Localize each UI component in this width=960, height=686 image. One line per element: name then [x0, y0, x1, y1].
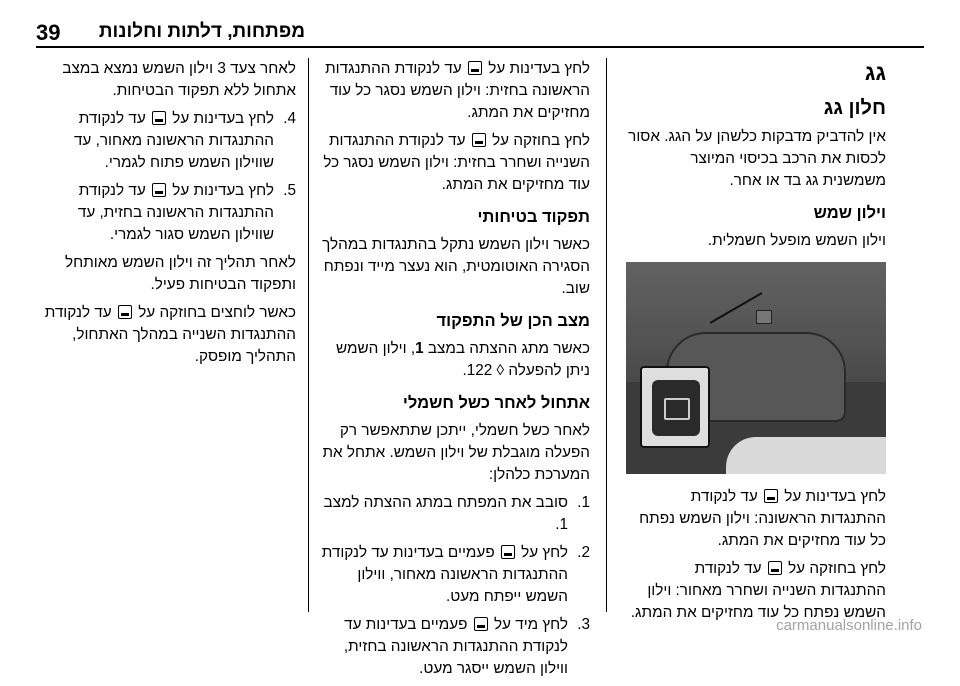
- ready-title: מצב הכן של התפקוד: [436, 312, 590, 330]
- front-soft-instruction: לחץ בעדינות על עד לנקודת ההתנגדות הראשונה בחזית: וילון השמש נסגר כל עוד מחזיקים את המתג.: [325, 60, 590, 121]
- column-right: [626, 58, 886, 630]
- sunshade-icon: [152, 111, 166, 125]
- safety-title: תפקוד בטיחותי: [477, 208, 590, 226]
- roof-intro: אין להדביק מדבקות כלשהן על הגג. אסור לכסות את הרכב בכיסוי המיוצר משמשנית גג בד או אחר.: [628, 128, 886, 189]
- list-item: 3. לחץ מיד על פעמיים בעדינות עד לנקודת ההתנגדות הראשונה בחזית, ווילון השמש ייסגר מעט.: [343, 616, 590, 677]
- sunshade-button-icon: [652, 380, 700, 436]
- sunshade-icon: [764, 489, 778, 503]
- interrupt-text: כאשר לוחצים בחוזקה על עד לנקודת ההתנגדות השנייה במהלך האתחול, התהליך מופסק.: [44, 304, 296, 365]
- after-step3-text: לאחר צעד 3 וילון השמש נמצא במצב אתחול ללא תפקוד הבטיחות.: [62, 60, 296, 99]
- page-number: 39: [36, 20, 61, 45]
- sunshade-icon: [474, 617, 488, 631]
- open-instruction: לחץ בעדינות על עד לנקודת ההתנגדות הראשונה: וילון השמש נפתח כל עוד מחזיקים את המתג.: [639, 488, 886, 549]
- sunshade-icon: [152, 183, 166, 197]
- photo-switch-closeup: [640, 366, 710, 448]
- column-left: [36, 58, 296, 374]
- watermark: carmanualsonline.info: [776, 617, 922, 634]
- sunshade-icon: [118, 305, 132, 319]
- column-divider: [606, 58, 607, 612]
- list-item: 5. לחץ בעדינות על עד לנקודת ההתנגדות הראשונה בחזית, עד שווילון השמש סגור לגמרי.: [77, 182, 296, 243]
- photo-switch: [756, 310, 772, 324]
- safety-text: כאשר וילון השמש נתקל בהתנגדות במהלך הסגירה האוטומטית, הוא נעצר מייד ונפתח שוב.: [322, 236, 590, 297]
- page-ref[interactable]: 122.: [462, 362, 493, 379]
- list-item: 4. לחץ בעדינות על עד לנקודת ההתנגדות הראשונה מאחור, עד שווילון השמש פתוח לגמרי.: [73, 110, 296, 171]
- header-rule: [36, 46, 924, 48]
- sunshade-icon: [468, 61, 482, 75]
- section-title: גג: [864, 60, 886, 85]
- photo-mirror: [726, 437, 886, 474]
- page-ref-arrow-icon: ◊: [496, 362, 505, 379]
- ready-text: כאשר מתג ההצתה במצב 1, וילון השמש ניתן להפעלה ◊ 122.: [335, 340, 590, 379]
- init-text: לאחר כשל חשמלי, ייתכן שתתאפשר רק הפעלה מוגבלת של וילון השמש. אתחל את המערכת כלהלן:: [322, 422, 590, 483]
- sunshade-icon: [472, 133, 486, 147]
- running-title: מפתחות, דלתות וחלונות: [98, 21, 305, 42]
- column-middle: [320, 58, 590, 686]
- sunshade-title: וילון שמש: [813, 204, 886, 222]
- front-hard-instruction: לחץ בחוזקה על עד לנקודת ההתנגדות השנייה ושחרר בחזית: וילון השמש נסגר כל עוד מחזיקים את המתג.: [323, 132, 590, 193]
- init-complete-text: לאחר תהליך זה וילון השמש מאותחל ותפקוד הבטיחות פעיל.: [65, 254, 296, 293]
- sunshade-text: וילון השמש מופעל חשמלית.: [707, 232, 886, 249]
- sunshade-icon: [768, 561, 782, 575]
- subsection-title: חלון גג: [823, 97, 886, 119]
- init-title: אתחול לאחר כשל חשמלי: [402, 394, 590, 412]
- list-item: 1. סובב את המפתח במתג ההצתה למצב 1.: [323, 494, 590, 533]
- sunshade-switch-photo: [626, 262, 886, 474]
- sunshade-icon: [501, 545, 515, 559]
- column-divider: [308, 58, 309, 612]
- close-instruction: לחץ בחוזקה על עד לנקודת ההתנגדות השנייה ושחרר מאחור: וילון השמש נפתח כל עוד מחזיקים את המתג.: [630, 560, 886, 621]
- list-item: 2. לחץ על פעמיים בעדינות עד לנקודת ההתנגדות הראשונה מאחור, ווילון השמש ייפתח מעט.: [321, 544, 590, 605]
